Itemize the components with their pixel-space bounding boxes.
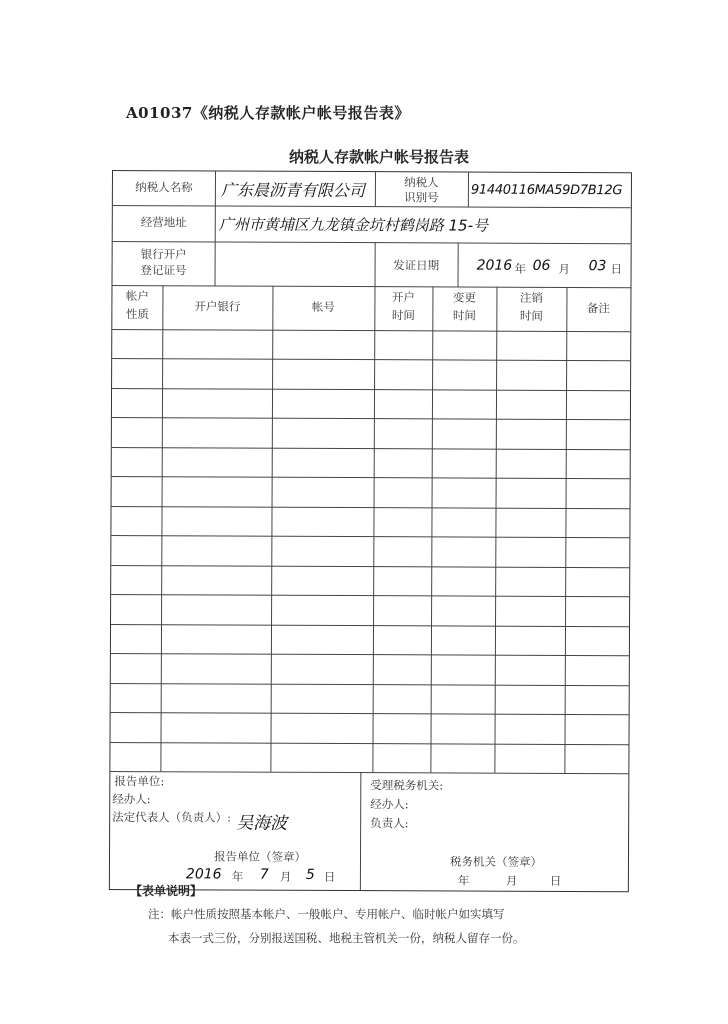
table-row [112, 388, 630, 391]
issue-date-year: 2016 [476, 257, 513, 274]
taxpayer-id-label-line1: 纳税人 [404, 175, 439, 190]
bank-cert-label-line1: 银行开户 [140, 247, 187, 262]
table-row [111, 565, 629, 568]
report-date-day-unit: 日 [323, 869, 336, 884]
table-row [111, 535, 629, 538]
taxpayer-id-label-line2: 识别号 [404, 190, 439, 205]
taxpayer-name-label: 纳税人名称 [135, 180, 193, 195]
column-header-line2: 时间 [452, 308, 476, 323]
issue-date-label: 发证日期 [393, 258, 440, 273]
authority-date-day-unit: 日 [549, 873, 562, 888]
column-header-line1: 注销 [519, 290, 543, 305]
note-line-2: 本表一式三份，分别报送国税、地税主管机关一份，纳税人留存一份。 [168, 931, 525, 945]
table-row [112, 447, 630, 450]
table-row [112, 329, 630, 332]
footer-divider [110, 771, 628, 774]
report-date-month-unit: 月 [279, 869, 292, 884]
row-divider [113, 205, 631, 208]
handler-label-right: 经办人: [370, 797, 409, 812]
table-row [111, 712, 629, 715]
table-row [111, 742, 629, 745]
issue-date-month-unit: 月 [558, 261, 571, 276]
reporting-unit-seal-label: 报告单位（签章） [213, 849, 307, 864]
report-date-day: 5 [305, 866, 315, 883]
column-header-line1: 帐号 [311, 299, 335, 314]
issue-date-year-unit: 年 [514, 261, 527, 276]
reporting-unit-label: 报告单位: [114, 774, 165, 789]
table-row [112, 358, 630, 361]
col-divider [468, 173, 469, 207]
report-date-year-unit: 年 [231, 869, 244, 884]
tax-authority-seal-label: 税务机关（签章） [449, 854, 543, 869]
table-row [112, 417, 630, 420]
row-divider [112, 285, 630, 288]
tax-authority-label: 受理税务机关: [370, 778, 444, 793]
column-header-line1: 开户 [391, 290, 415, 305]
issue-date-day-unit: 日 [610, 262, 623, 277]
report-form [109, 170, 632, 892]
authority-date-month-unit: 月 [505, 873, 518, 888]
table-grid [113, 171, 631, 173]
report-date-year: 2016 [185, 866, 222, 883]
table-row [112, 506, 630, 509]
bank-cert-label-line2: 登记证号 [140, 263, 187, 278]
document-heading: A01037《纳税人存款帐户帐号报告表》 [126, 104, 410, 122]
authority-date-year-unit: 年 [457, 873, 470, 888]
column-header-line2: 性质 [125, 307, 149, 322]
footer-col-divider [360, 772, 362, 890]
handler-label-left: 经办人: [112, 792, 151, 807]
form-title: 纳税人存款帐户帐号报告表 [288, 148, 469, 166]
taxpayer-id-value: 91440116MA59D7B12G [470, 182, 623, 199]
column-header-line1: 变更 [452, 290, 476, 305]
column-header-line2: 时间 [391, 308, 415, 323]
legal-rep-label: 法定代表人（负责人）: [112, 810, 232, 825]
table-row [111, 653, 629, 656]
taxpayer-name-value: 广东晨沥青有限公司 [220, 180, 365, 201]
report-date-month: 7 [259, 866, 269, 883]
table-row [112, 476, 630, 479]
table-row [111, 683, 629, 686]
col-divider [457, 243, 458, 287]
address-value: 广州市黄埔区九龙镇金坑村鹤岗路 15-号 [218, 215, 489, 235]
column-header-line1: 开户银行 [194, 299, 241, 314]
column-header-line1: 备注 [586, 301, 610, 316]
address-label: 经营地址 [140, 215, 187, 230]
issue-date-month: 06 [532, 257, 551, 274]
issue-date-day: 03 [588, 258, 607, 275]
responsible-label: 负责人: [370, 816, 409, 831]
table-row [111, 594, 629, 597]
table-row [111, 624, 629, 627]
note-line-1: 注：帐户性质按照基本帐户、一般帐户、专用帐户、临时帐户如实填写 [148, 907, 505, 921]
column-header-line2: 时间 [519, 308, 543, 323]
column-header-line1: 帐户 [125, 289, 149, 304]
row-divider [113, 241, 631, 244]
legal-rep-signature: 吴海波 [236, 813, 288, 834]
notes-heading: 【表单说明】 [130, 884, 203, 898]
